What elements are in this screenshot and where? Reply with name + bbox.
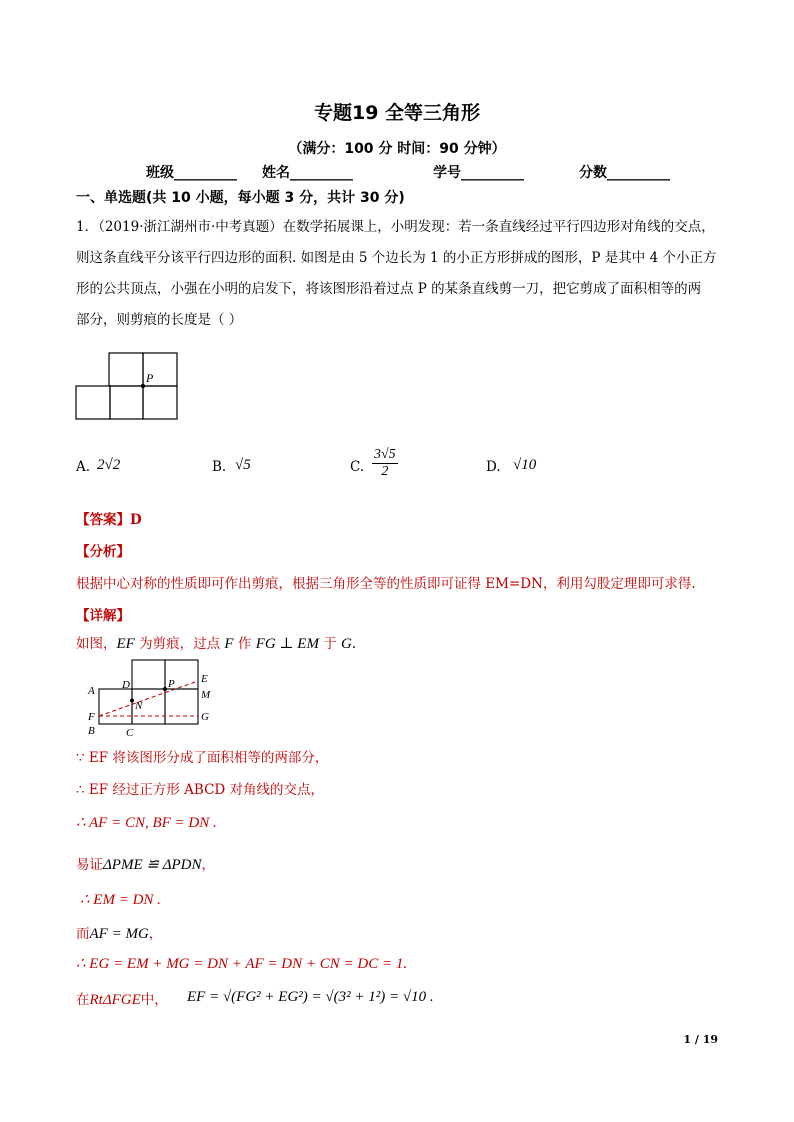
fig-square-bottom-1 xyxy=(76,386,110,419)
af-prefix: 而 xyxy=(76,926,90,942)
easy-proof-suffix: ， xyxy=(201,857,215,873)
analysis-label: 【分析】 xyxy=(76,544,130,560)
label-m: M xyxy=(201,689,211,701)
option-b-value: √5 xyxy=(235,457,251,473)
detail-line-1-mid: 为剪痕，过点 xyxy=(134,636,225,652)
label-g: G xyxy=(201,711,209,723)
rt-prefix: 在 xyxy=(76,992,90,1008)
fig2-point-n xyxy=(130,699,134,703)
therefore-line-1: ∴ EF 经过正方形 ABCD 对角线的交点， xyxy=(76,782,325,798)
rt-triangle: RtΔFGE xyxy=(89,992,141,1008)
question-line-3: 形的公共顶点，小强在小明的启发下，将该图形沿着过点 P 的某条直线剪一刀，把它剪成了面积相等的两 xyxy=(76,281,702,297)
name-field: 姓名_________ xyxy=(262,165,353,181)
fig-square-bottom-2 xyxy=(110,386,143,419)
because-line: ∵ EF 将该图形分成了面积相等的两部分， xyxy=(76,750,329,766)
pythagoras-formula: EF = √(FG² + EG²) = √(3² + 1²) = √10 . xyxy=(187,989,434,1005)
fig2-square-top-left xyxy=(132,660,165,689)
cut-line-ef xyxy=(99,681,198,716)
page-number: 1 / 19 xyxy=(683,1033,718,1046)
class-field: 班级_________ xyxy=(146,165,237,181)
fig2-point-p xyxy=(163,687,167,691)
rt-mid: 中， xyxy=(140,992,168,1008)
label-a: A xyxy=(88,685,95,697)
score-field: 分数_________ xyxy=(579,165,670,181)
therefore-line-2: ∴ AF = CN, BF = DN . xyxy=(76,815,217,831)
detail-line-1-zuo: 作 xyxy=(233,636,256,652)
student-id-field: 学号_________ xyxy=(433,165,524,181)
question-line-2: 则这条直线平分该平行四边形的面积. 如图是由 5 个边长为 1 的小正方形拼成的图形，P 是其中 4 个小正方 xyxy=(76,250,717,266)
fig-square-top-left xyxy=(109,353,143,386)
page-subtitle: （满分：100 分 时间：90 分钟） xyxy=(288,141,506,157)
point-p-label: P xyxy=(146,371,154,385)
fig2-square-bottom-3 xyxy=(165,689,198,724)
option-d-label: D. xyxy=(486,459,501,475)
question-figure xyxy=(74,350,186,422)
detail-line-1-f: F xyxy=(224,636,234,652)
page-title: 专题19 全等三角形 xyxy=(313,102,481,124)
option-b-label: B. xyxy=(212,459,227,475)
detail-line-1-end: . xyxy=(351,636,357,652)
option-c-denominator: 2 xyxy=(381,464,389,479)
eg-equation-line: ∴ EG = EM + MG = DN + AF = DN + CN = DC = 1. xyxy=(76,956,408,972)
af-math: AF = MG xyxy=(89,926,149,942)
af-suffix: ， xyxy=(148,926,163,942)
label-f: F xyxy=(88,711,95,723)
analysis-text: 根据中心对称的性质即可作出剪痕，根据三角形全等的性质即可证得 EM=DN，利用勾股定理即可求得. xyxy=(76,576,696,592)
detail-line-1-g: G xyxy=(341,636,352,652)
solution-figure xyxy=(84,656,224,740)
fig-square-bottom-3 xyxy=(143,386,177,419)
detail-line-1-yu: 于 xyxy=(318,636,342,652)
label-n: N xyxy=(135,700,143,712)
detail-label: 【详解】 xyxy=(76,608,130,624)
easy-proof-prefix: 易证 xyxy=(76,857,103,873)
label-p: P xyxy=(168,678,175,690)
option-c-fraction xyxy=(372,447,398,480)
answer-label: 【答案】D xyxy=(76,512,142,528)
af-equals-mg-line xyxy=(76,922,162,943)
point-p xyxy=(141,384,145,388)
question-line-1: 1．（2019·浙江湖州市·中考真题）在数学拓展课上，小明发现：若一条直线经过平行四边形对角线的交点， xyxy=(76,219,715,235)
detail-line-1-ef: EF xyxy=(116,636,135,652)
em-equals-dn-line: ∴ EM = DN . xyxy=(80,892,161,908)
label-e: E xyxy=(201,673,208,685)
easy-proof-line xyxy=(76,853,215,874)
detail-line-1-perp: FG ⊥ EM xyxy=(255,636,319,652)
label-b: B xyxy=(88,725,95,737)
detail-line-1-prefix: 如图， xyxy=(76,636,117,652)
option-c-numerator: 3√5 xyxy=(374,447,396,462)
easy-proof-math: ΔPME ≌ ΔPDN xyxy=(103,857,202,873)
label-d: D xyxy=(122,679,130,691)
question-line-4: 部分，则剪痕的长度是（ ） xyxy=(76,312,243,328)
section-heading: 一、单选题(共 10 小题，每小题 3 分，共计 30 分) xyxy=(76,190,405,206)
label-c: C xyxy=(126,727,134,739)
option-a-value: 2√2 xyxy=(97,457,121,473)
option-d-value: √10 xyxy=(513,457,537,473)
detail-line-1 xyxy=(76,632,356,653)
option-a-label: A. xyxy=(76,459,91,475)
pythagoras-line xyxy=(76,988,168,1009)
option-c-label: C. xyxy=(350,459,365,475)
